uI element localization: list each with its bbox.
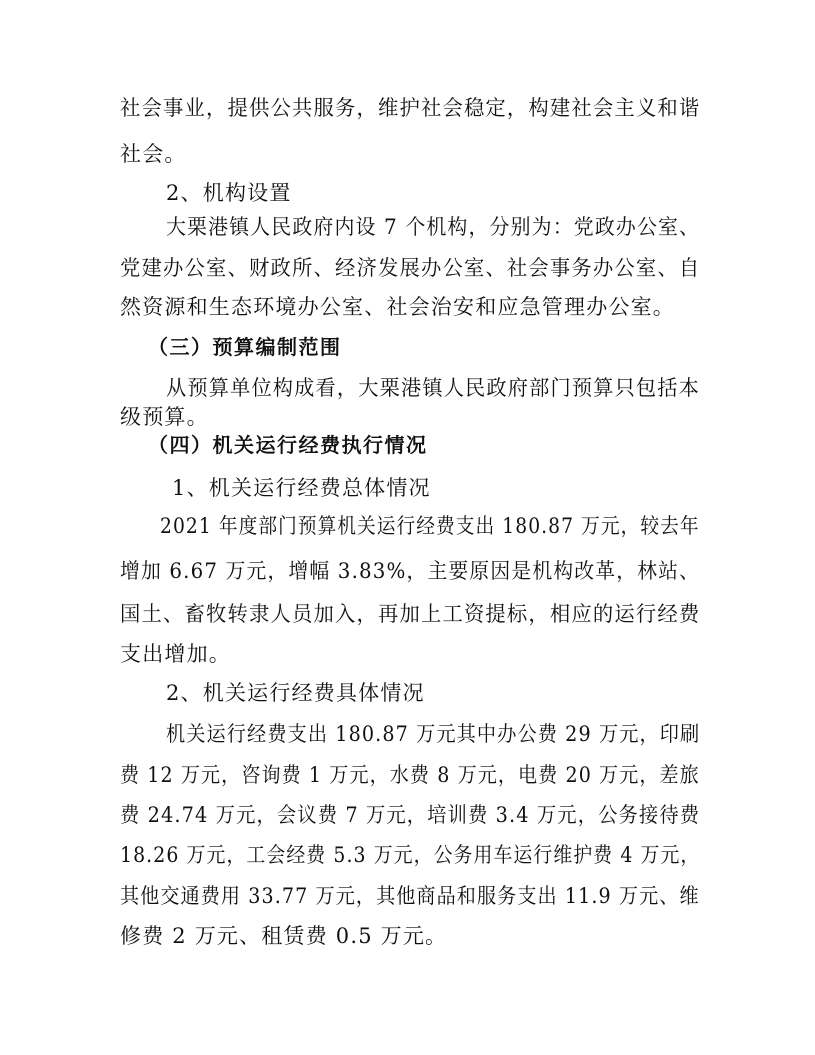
body-line: 然资源和生态环境办公室、社会治安和应急管理办公室。: [120, 295, 675, 319]
body-line: 费 24.74 万元，会议费 7 万元，培训费 3.4 万元，公务接待费: [120, 803, 701, 827]
body-line: 费 12 万元，咨询费 1 万元，水费 8 万元，电费 20 万元，差旅: [120, 763, 700, 787]
body-line: 社会。: [120, 142, 187, 166]
section-title: 2、机构设置: [166, 181, 292, 205]
body-line: 其他交通费用 33.77 万元，其他商品和服务支出 11.9 万元、维: [120, 884, 700, 908]
body-line: 党建办公室、财政所、经济发展办公室、社会事务办公室、自: [120, 256, 701, 280]
body-line: 增加 6.67 万元，增幅 3.83%，主要原因是机构改革，林站、: [120, 559, 701, 583]
body-line: 机关运行经费支出 180.87 万元其中办公费 29 万元，印刷: [166, 722, 701, 746]
body-line: 国土、畜牧转隶人员加入，再加上工资提标，相应的运行经费: [120, 602, 701, 626]
body-line: 18.26 万元，工会经费 5.3 万元，公务用车运行维护费 4 万元，: [120, 843, 701, 867]
body-line: 大栗港镇人民政府内设 7 个机构，分别为：党政办公室、: [166, 215, 701, 239]
section-heading: （三）预算编制范围: [148, 335, 342, 359]
section-title: 1、机关运行经费总体情况: [172, 476, 431, 500]
body-line: 修费 2 万元、租赁费 0.5 万元。: [120, 924, 448, 948]
body-line: 从预算单位构成看，大栗港镇人民政府部门预算只包括本: [166, 376, 701, 400]
body-line: 2021 年度部门预算机关运行经费支出 180.87 万元，较去年: [160, 514, 700, 538]
body-line: 支出增加。: [120, 642, 231, 666]
section-heading: （四）机关运行经费执行情况: [148, 433, 428, 457]
body-line: 社会事业，提供公共服务，维护社会稳定，构建社会主义和谐: [120, 96, 701, 120]
body-line: 级预算。: [120, 405, 209, 429]
section-title: 2、机关运行经费具体情况: [166, 681, 425, 705]
